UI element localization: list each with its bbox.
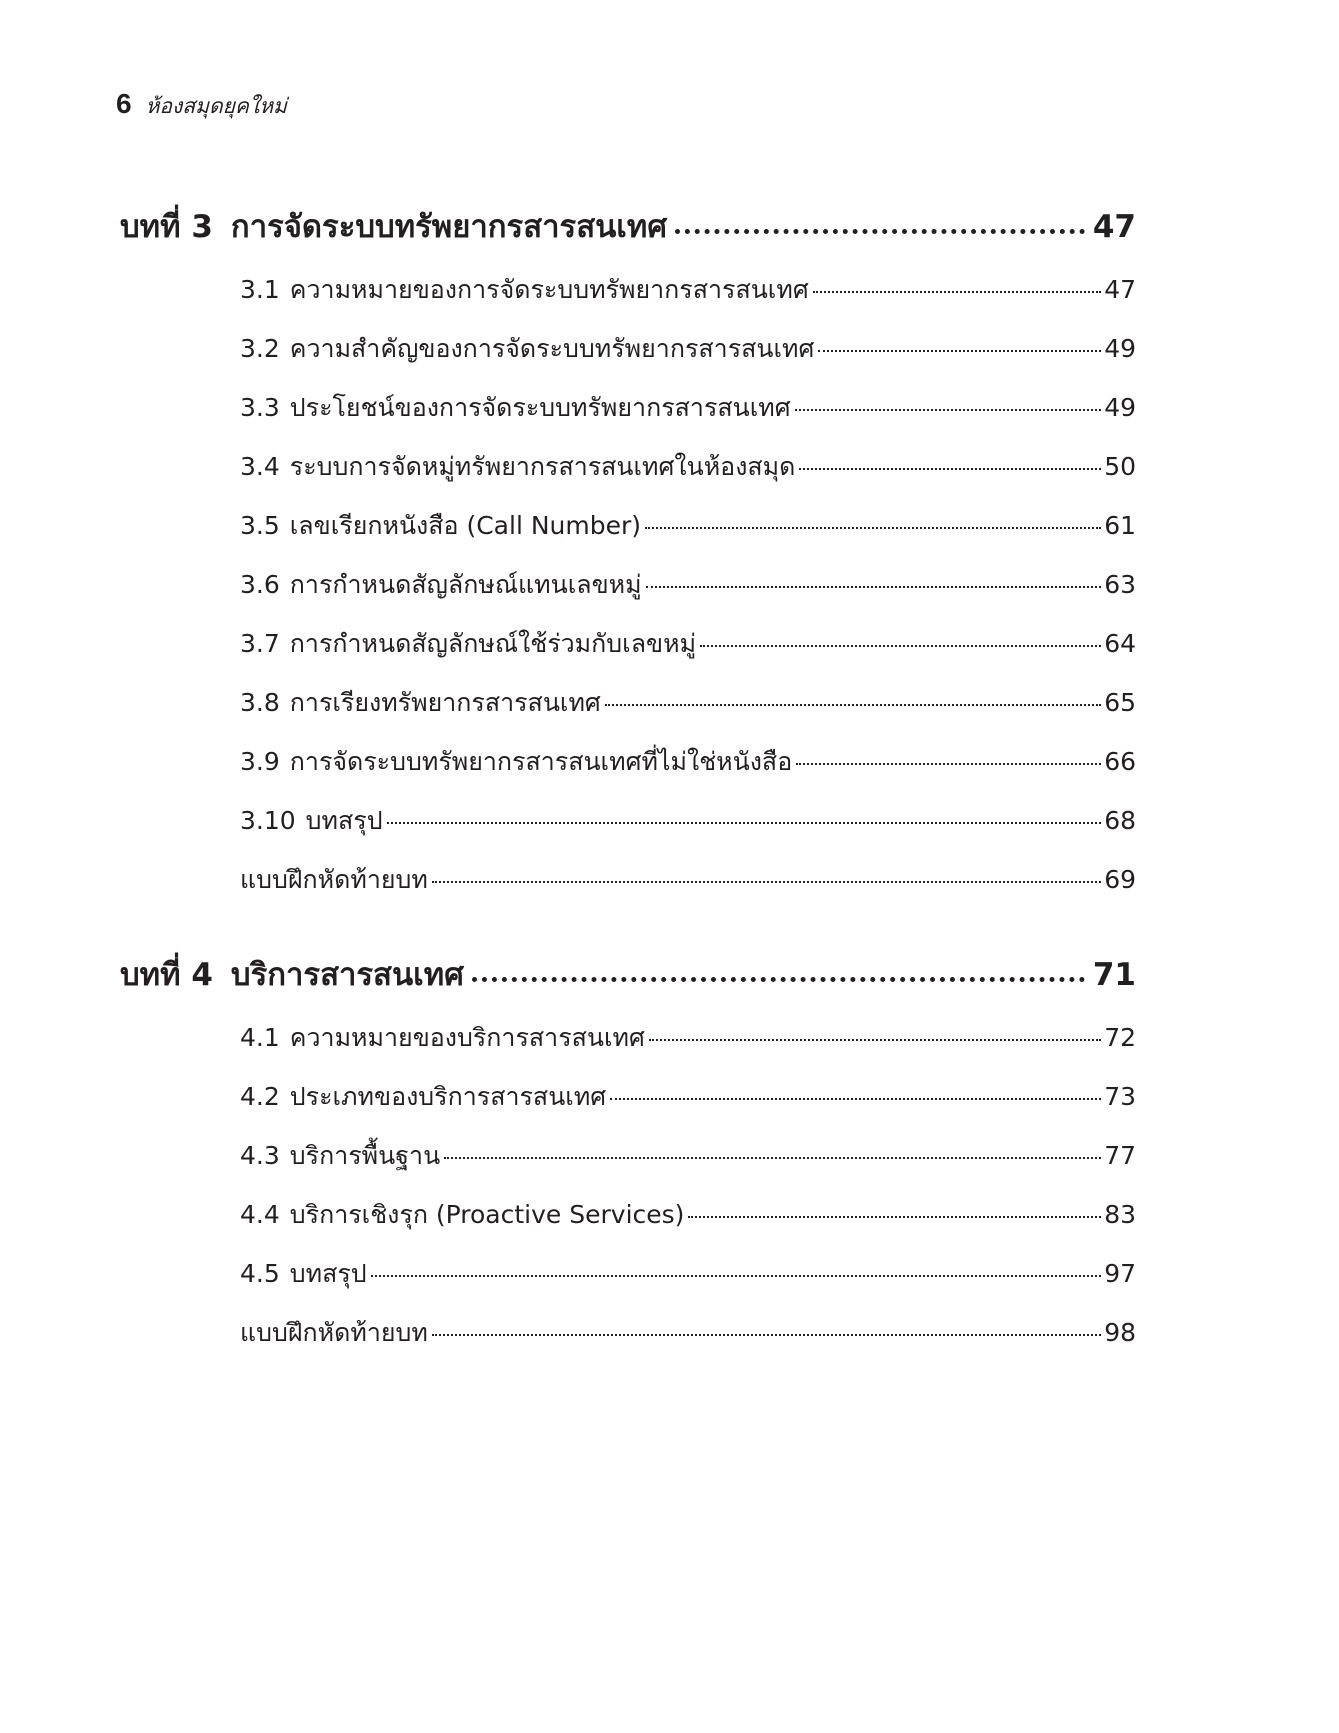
section-number: 4.4 [240, 1200, 280, 1229]
toc-entry [240, 1195, 1136, 1235]
toc-entry [240, 1018, 1136, 1058]
section-page-number: 98 [1104, 1318, 1136, 1347]
section-number: 3.7 [240, 629, 280, 658]
toc-entry [240, 1254, 1136, 1294]
section-number: 3.2 [240, 334, 280, 363]
section-number: 3.9 [240, 747, 280, 776]
section-number: 3.1 [240, 275, 280, 304]
dot-leader [645, 527, 1101, 529]
toc-entry-exercises [240, 1313, 1136, 1353]
toc-entry [240, 624, 1136, 664]
toc-entry [240, 801, 1136, 841]
toc-entry [240, 742, 1136, 782]
section-page-number: 66 [1104, 747, 1136, 776]
section-page-number: 49 [1104, 393, 1136, 422]
dot-leader [688, 1216, 1101, 1218]
section-title: ความหมายของการจัดระบบทรัพยากรสารสนเทศ [289, 275, 809, 304]
section-title: เลขเรียกหนังสือ (Call Number) [289, 511, 642, 540]
section-title: ประโยชน์ของการจัดระบบทรัพยากรสารสนเทศ [289, 393, 791, 422]
section-title: การเรียงทรัพยากรสารสนเทศ [289, 688, 601, 717]
section-title: บทสรุป [305, 806, 383, 835]
section-title: ความสำคัญของการจัดระบบทรัพยากรสารสนเทศ [289, 334, 815, 363]
section-page-number: 77 [1104, 1141, 1136, 1170]
running-head [116, 88, 287, 122]
section-number: 4.3 [240, 1141, 280, 1170]
toc-entry [240, 683, 1136, 723]
toc-entry [240, 270, 1136, 310]
section-page-number: 61 [1104, 511, 1136, 540]
chapter-page-number: 71 [1092, 957, 1136, 993]
dot-leader [444, 1157, 1101, 1159]
dot-leader [795, 409, 1102, 411]
section-number: 3.5 [240, 511, 280, 540]
section-title: การกำหนดสัญลักษณ์แทนเลขหมู่ [289, 570, 642, 599]
section-title: บริการพื้นฐาน [289, 1141, 441, 1170]
section-page-number: 83 [1104, 1200, 1136, 1229]
chapter-title: บริการสารสนเทศ [230, 957, 464, 993]
section-number: 4.2 [240, 1082, 280, 1111]
dot-leader [649, 1039, 1101, 1041]
toc-entry [240, 506, 1136, 546]
toc-entry-exercises [240, 860, 1136, 900]
section-title: การจัดระบบทรัพยากรสารสนเทศที่ไม่ใช่หนังสือ [289, 747, 793, 776]
section-page-number: 97 [1104, 1259, 1136, 1288]
chapter-heading [120, 202, 1136, 252]
section-title: แบบฝึกหัดท้ายบท [240, 865, 428, 894]
chapter-title: การจัดระบบทรัพยากรสารสนเทศ [230, 209, 668, 245]
section-number: 3.10 [240, 806, 296, 835]
section-title: ระบบการจัดหมู่ทรัพยากรสารสนเทศในห้องสมุด [289, 452, 796, 481]
section-title: ความหมายของบริการสารสนเทศ [289, 1023, 645, 1052]
section-number: 4.1 [240, 1023, 280, 1052]
dot-leader [796, 763, 1101, 765]
toc-entry [240, 388, 1136, 428]
section-title: การกำหนดสัญลักษณ์ใช้ร่วมกับเลขหมู่ [289, 629, 697, 658]
toc-entry [240, 329, 1136, 369]
dot-leader [799, 468, 1101, 470]
dot-leader [605, 704, 1101, 706]
section-page-number: 49 [1104, 334, 1136, 363]
section-title: บทสรุป [289, 1259, 367, 1288]
dot-leader [818, 350, 1101, 352]
page-number: 6 [116, 88, 132, 119]
section-page-number: 63 [1104, 570, 1136, 599]
dot-leader [387, 822, 1102, 824]
section-page-number: 50 [1104, 452, 1136, 481]
toc-entry [240, 1136, 1136, 1176]
chapter-label: บทที่ 4 [120, 957, 213, 993]
section-number: 3.4 [240, 452, 280, 481]
toc-entry [240, 565, 1136, 605]
section-number: 4.5 [240, 1259, 280, 1288]
section-title: บริการเชิงรุก (Proactive Services) [289, 1200, 685, 1229]
section-page-number: 73 [1104, 1082, 1136, 1111]
section-page-number: 68 [1104, 806, 1136, 835]
chapter-label: บทที่ 3 [120, 209, 213, 245]
toc-entry [240, 447, 1136, 487]
dot-leader [675, 229, 1085, 234]
dot-leader [610, 1098, 1101, 1100]
section-page-number: 69 [1104, 865, 1136, 894]
dot-leader [432, 881, 1101, 883]
section-page-number: 47 [1104, 275, 1136, 304]
dot-leader [813, 291, 1102, 293]
dot-leader [646, 586, 1102, 588]
dot-leader [700, 645, 1101, 647]
toc-entry [240, 1077, 1136, 1117]
running-title: ห้องสมุดยุคใหม่ [145, 94, 287, 118]
dot-leader [472, 977, 1085, 982]
chapter-page-number: 47 [1092, 209, 1136, 245]
section-title: ประเภทของบริการสารสนเทศ [289, 1082, 607, 1111]
section-number: 3.8 [240, 688, 280, 717]
dot-leader [432, 1334, 1101, 1336]
chapter-heading [120, 950, 1136, 1000]
section-page-number: 72 [1104, 1023, 1136, 1052]
section-number: 3.3 [240, 393, 280, 422]
section-number: 3.6 [240, 570, 280, 599]
section-page-number: 65 [1104, 688, 1136, 717]
section-page-number: 64 [1104, 629, 1136, 658]
dot-leader [371, 1275, 1102, 1277]
section-title: แบบฝึกหัดท้ายบท [240, 1318, 428, 1347]
